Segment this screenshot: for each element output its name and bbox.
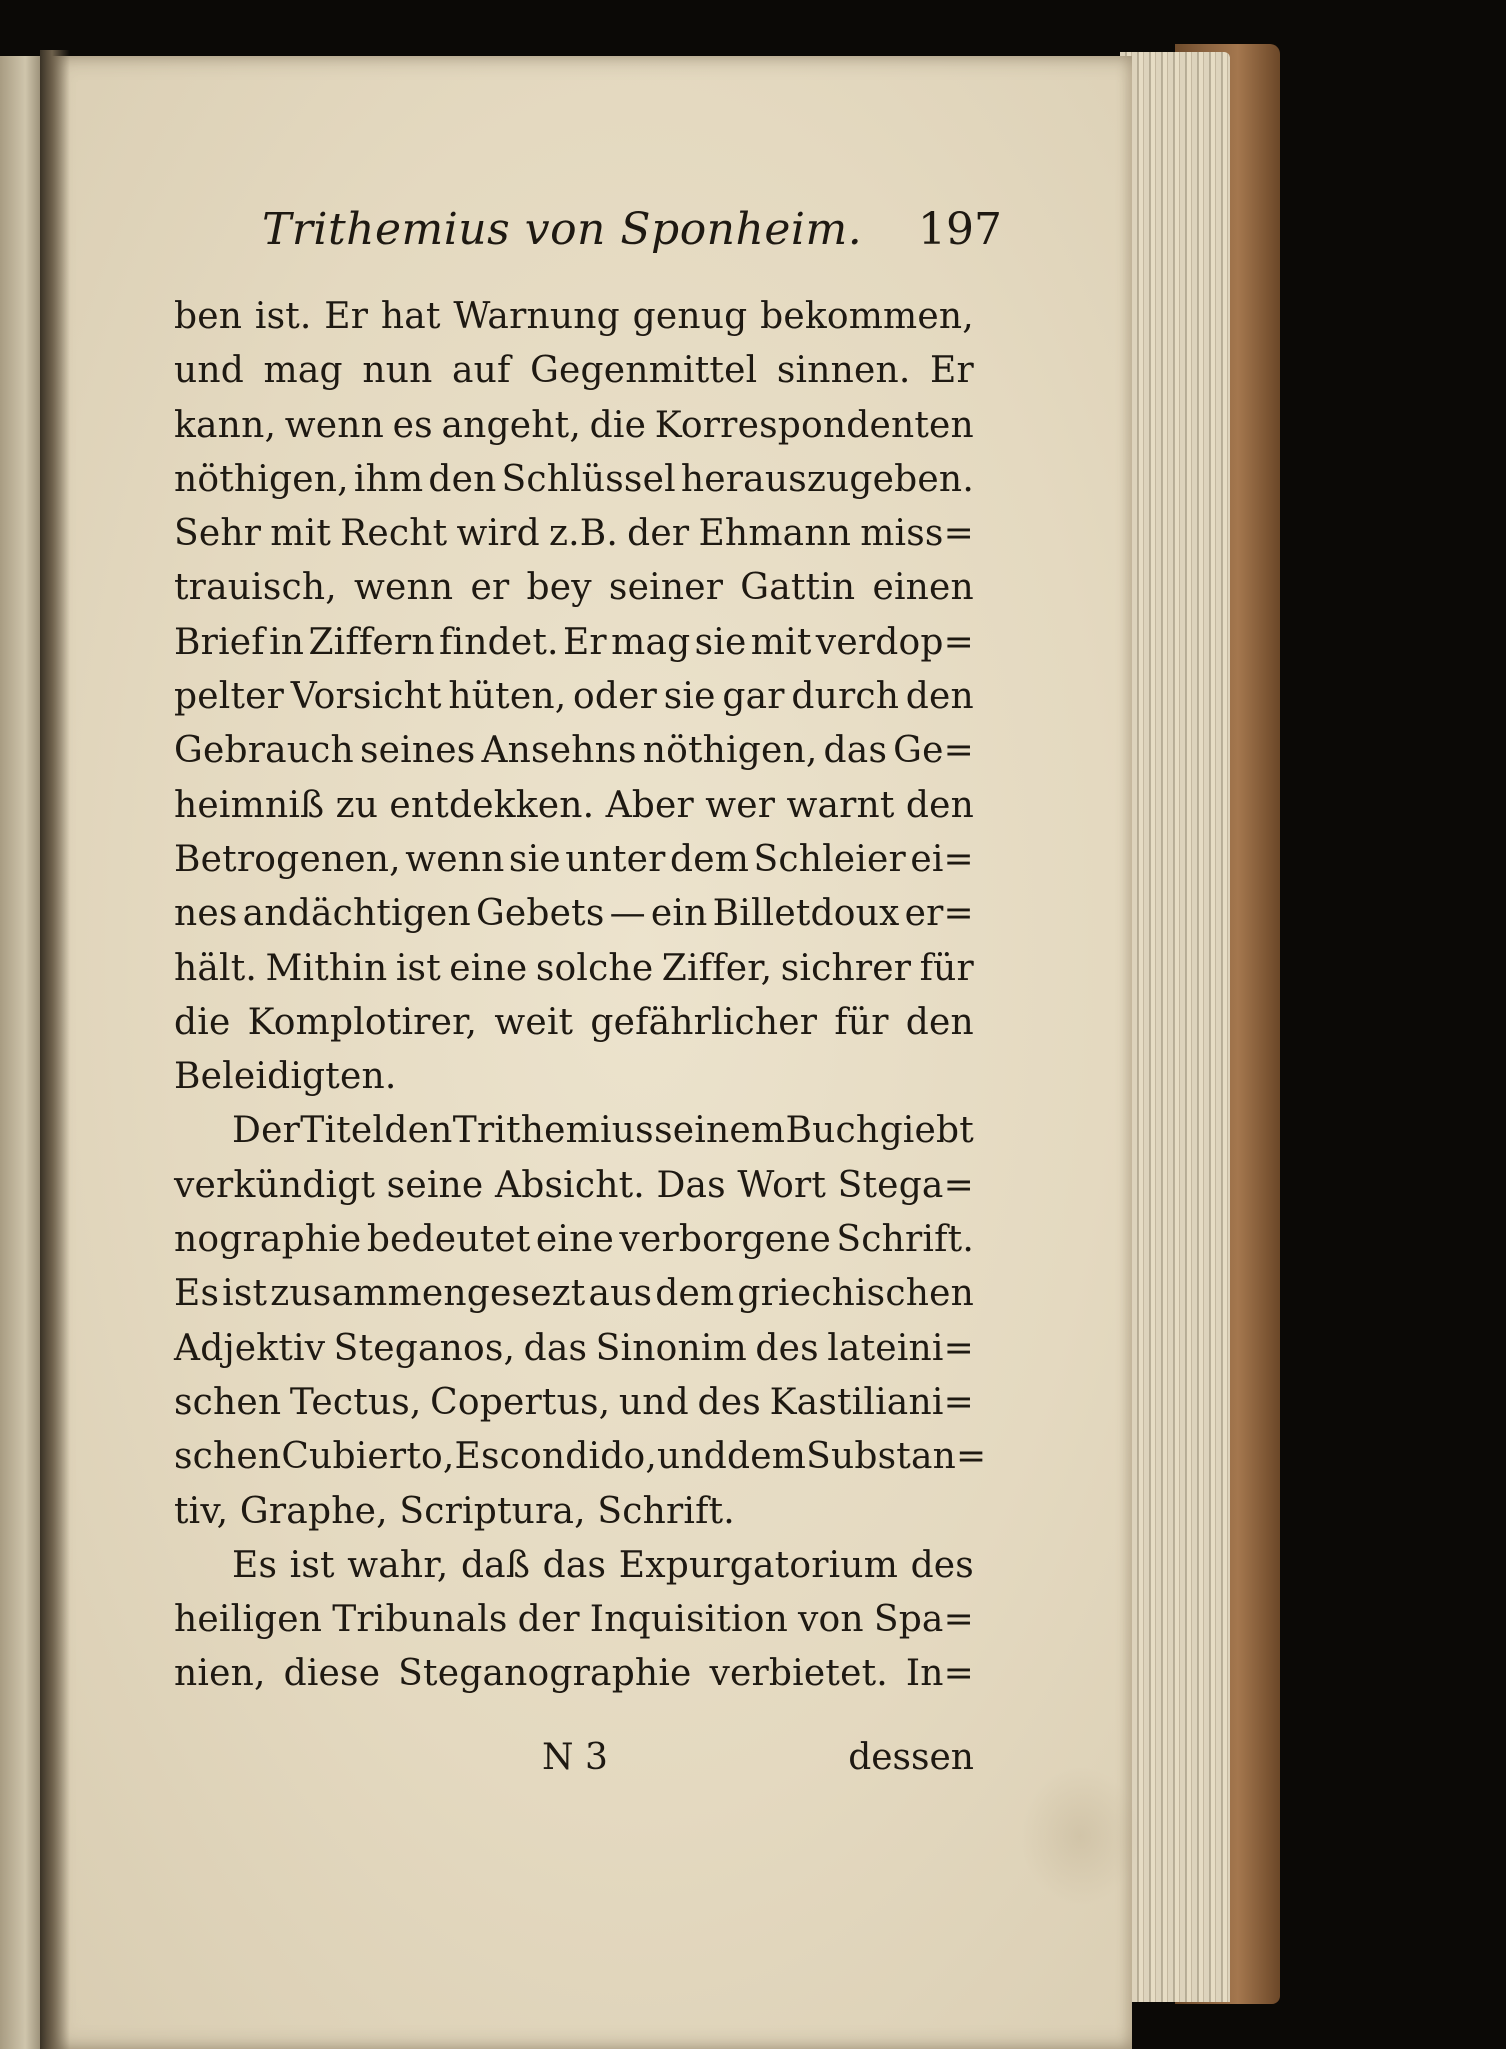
text-line: trauisch, wenn er bey seiner Gattin einen <box>174 567 974 609</box>
text-line: kann, wenn es angeht, die Korrespondenten <box>174 404 974 446</box>
text-line: heiligen Tribunals der Inquisition von Spa= <box>174 1599 974 1641</box>
text-line: Adjektiv Steganos, das Sinonim des lateini= <box>174 1327 974 1369</box>
signature-mark: N 3 <box>542 1737 608 1778</box>
text-line: hält. Mithin ist eine solche Ziffer, sichrer für <box>174 947 974 989</box>
text-line: Betrogenen, wenn sie unter dem Schleier ei= <box>174 838 974 880</box>
page-edges <box>1120 52 1230 2002</box>
gutter-shadow <box>40 50 70 2049</box>
catchword: dessen <box>848 1737 974 1778</box>
text-line: verkündigt seine Absicht. Das Wort Stega= <box>174 1164 974 1206</box>
text-line: Beleidigten. <box>174 1056 397 1098</box>
text-line: schen Tectus, Copertus, und des Kastiliani= <box>174 1381 974 1423</box>
paper-stain <box>1020 1766 1140 1906</box>
running-head <box>262 200 1002 260</box>
text-line: heimniß zu entdekken. Aber wer warnt den <box>174 784 974 826</box>
text-line: ben ist. Er hat Warnung genug bekommen, <box>174 296 974 337</box>
paragraph-start-line: Der Titel den Trithemius seinem Buch giebt <box>232 1110 974 1152</box>
text-line: Brief in Ziffern findet. Er mag sie mit verdop= <box>174 621 974 663</box>
text-line: schen Cubierto, Escondido, und dem Substan= <box>174 1436 987 1478</box>
page-number: 197 <box>918 204 1002 255</box>
text-line: Gebrauch seines Ansehns nöthigen, das Ge= <box>174 730 974 772</box>
text-line: tiv, Graphe, Scriptura, Schrift. <box>174 1490 735 1532</box>
body-text <box>174 290 987 1702</box>
text-line: und mag nun auf Gegenmittel sinnen. Er <box>174 350 974 392</box>
text-line: Sehr mit Recht wird z.B. der Ehmann miss= <box>174 513 974 555</box>
text-line: pelter Vorsicht hüten, oder sie gar durch den <box>174 676 974 718</box>
text-line: Es ist zusammengesezt aus dem griechischen <box>174 1273 974 1315</box>
text-line: nöthigen, ihm den Schlüssel herauszugeben. <box>174 458 974 500</box>
text-line: die Komplotirer, weit gefährlicher für den <box>174 1001 974 1043</box>
text-line: nographie bedeutet eine verborgene Schrift. <box>174 1219 974 1261</box>
paragraph-start-line: Es ist wahr, daß das Expurgatorium des <box>232 1544 974 1586</box>
running-title: Trithemius von Sponheim. <box>262 204 863 255</box>
text-line: nes andächtigen Gebets — ein Billetdoux er= <box>174 893 974 935</box>
page-footer <box>174 1732 974 1784</box>
text-line: nien, diese Steganographie verbietet. In= <box>174 1653 974 1695</box>
